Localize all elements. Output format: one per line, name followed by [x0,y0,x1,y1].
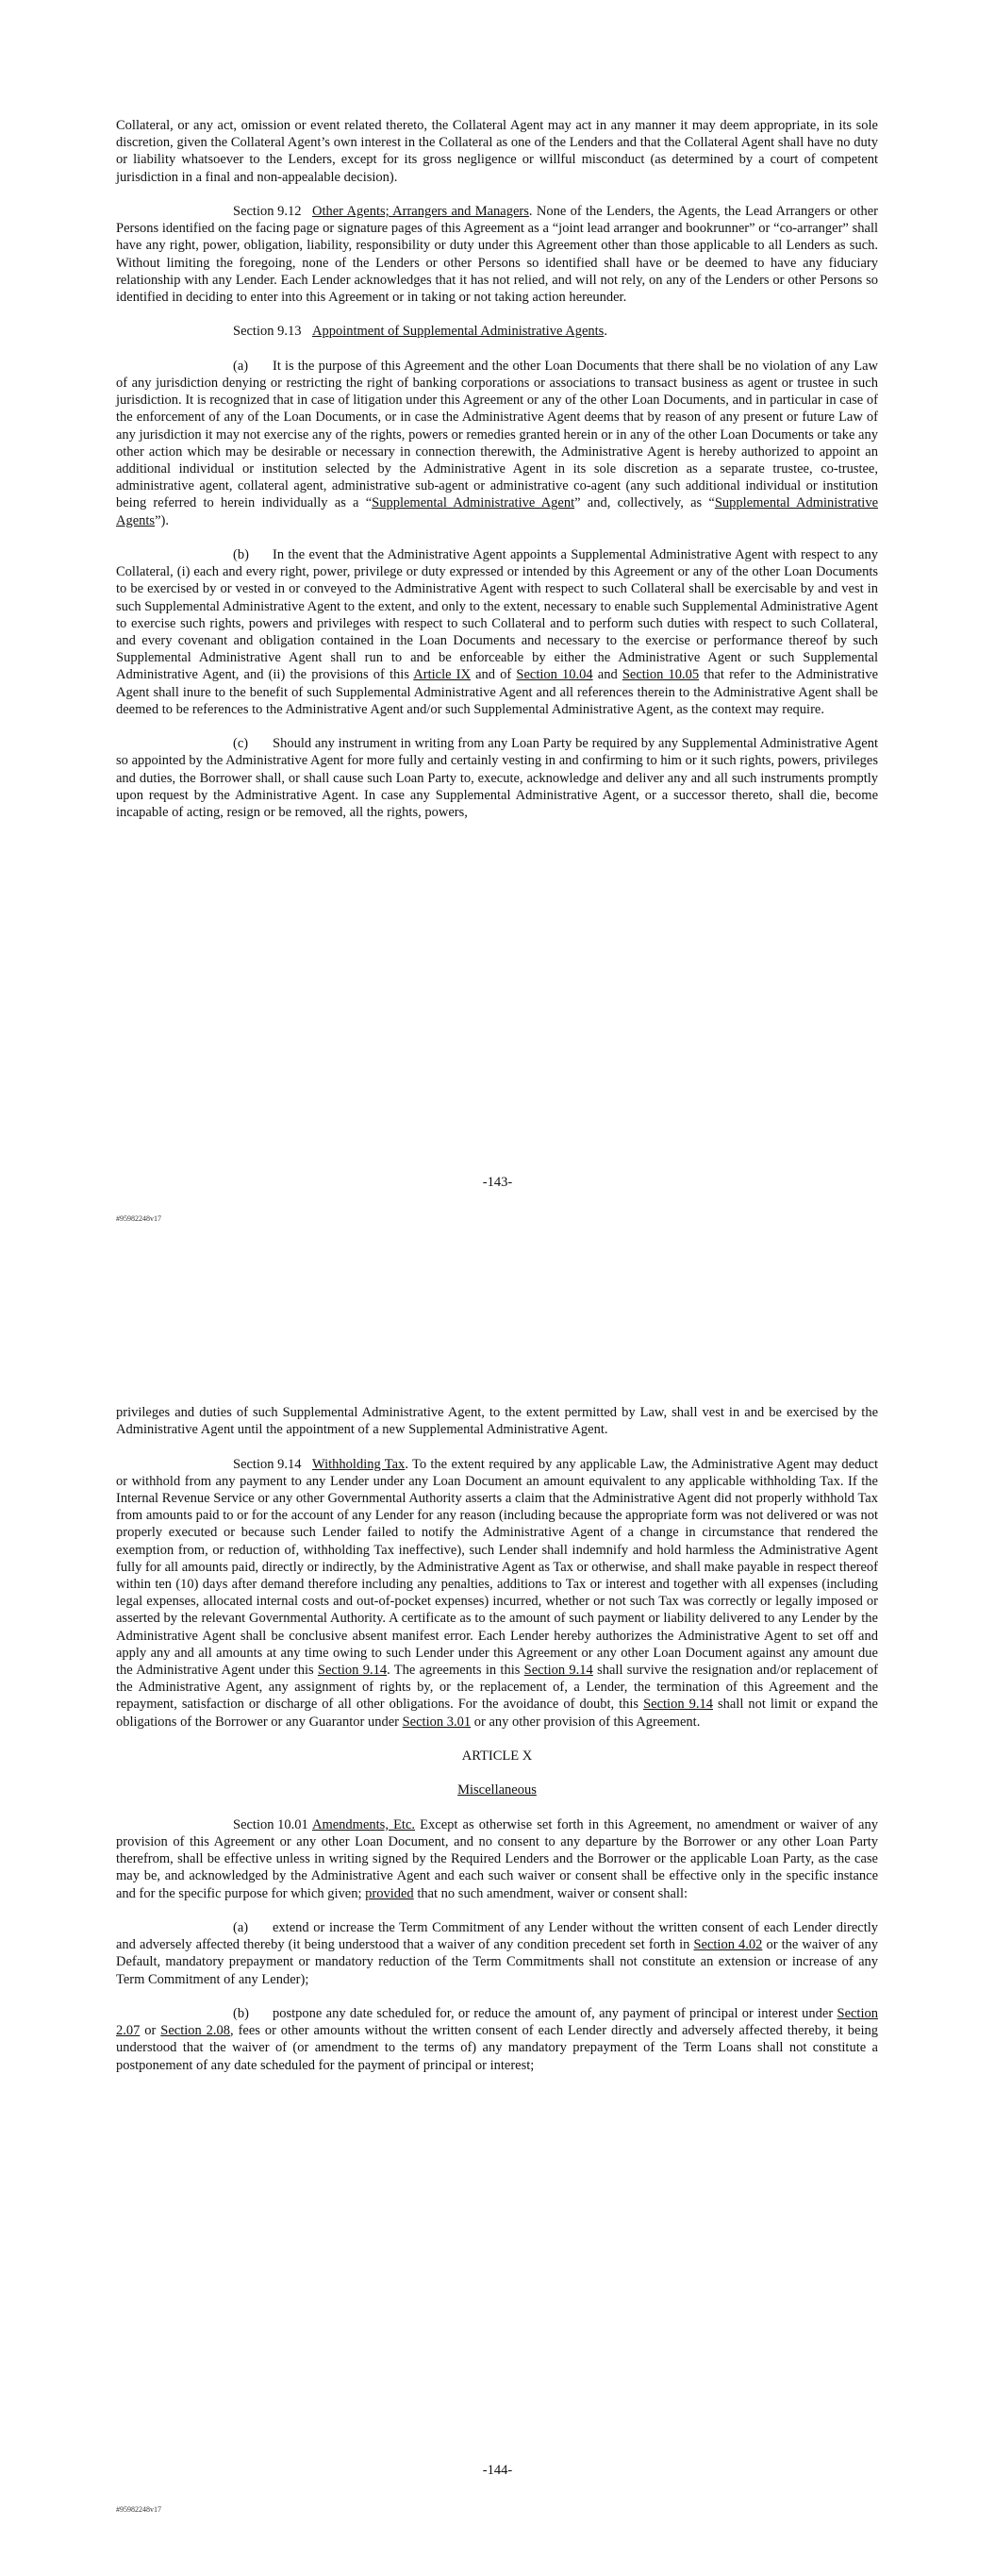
page-number: -143- [482,1175,513,1190]
paragraph-continuation: privileges and duties of such Supplemental Administrative Agent, to the extent permitted by Law, shall vest in and be exercised by the Administrative Agent until the appointment of a new Supplemental Administrative Agent. [116,1405,878,1438]
section-number: Section 9.14 [233,1456,302,1472]
section-number: Section 9.12 [233,204,302,219]
cross-reference: Section 2.07 [116,2006,878,2039]
section-10-01-paragraph: Section 10.01 Amendments, Etc. Except as otherwise set forth in this Agreement, no amendment or waiver of any provision of this Agreement or any other Loan Document, and no consent to any departure by the Borrower or any other Loan Party therefrom, shall be effective unless in writing signed by the Required Lenders and the Borrower or the applicable Loan Party, as the case may be, and acknowledged by the Administrative Agent and each such waiver or consent shall be effective only in the specific instance and for the specific purpose for which given; provided that no such amendment, waiver or consent shall: [116,1816,878,1901]
clause-a-paragraph: (a) extend or increase the Term Commitment of any Lender without the written consent of each Lender directly and adversely affected thereby (it being understood that a waiver of any condition precedent set forth in Section 4.02 or the waiver of any Default, mandatory prepayment or mandatory reduction of the Term Commitments shall not constitute an extension or increase of any Term Commitment of any Lender); [116,1920,878,1987]
cross-reference: Section 4.02 [693,1937,763,1953]
cross-reference: Section 10.05 [622,667,700,683]
clause-label: (b) [233,2006,249,2022]
cross-reference: Section 2.08 [160,2023,231,2039]
clause-b-paragraph: (b) postpone any date scheduled for, or reduce the amount of, any payment of principal or interest under Section 2.07 or Section 2.08, fees or other amounts without the written consent of each Lender directly and adversely affected thereby, it being understood that the waiver of (or amendment to the terms of) any mandatory prepayment of the Term Loans shall not constitute a postponement of any date scheduled for the payment of principal or interest; [116,2006,878,2073]
section-title: Withholding Tax [312,1456,406,1472]
section-9-14-paragraph: Section 9.14 Withholding Tax. To the extent required by any applicable Law, the Administrative Agent may deduct or withhold from any payment to any Lender under any Loan Document an amount equivalent to any applicable withholding Tax. If the Internal Revenue Service or any other Governmental Authority asserts a claim that the Administrative Agent did not properly withhold Tax from amounts paid to or for the account of any Lender for any reason (including because the appropriate form was not delivered or was not properly executed or because such Lender failed to notify the Administrative Agent of a change in circumstance that rendered the exemption from, or reduction of, withholding Tax ineffective), such Lender shall indemnify and hold harmless the Administrative Agent fully for all amounts paid, directly or indirectly, by the Administrative Agent as Tax or otherwise, and shall make payable in respect thereof within ten (10) days after demand therefore including any penalties, additions to Tax or interest and together with all expenses (including legal expenses, allocated internal costs and out-of-pocket expenses) incurred, whether or not such Tax was correctly or legally imposed or asserted by the relevant Governmental Authority. A certificate as to the amount of such payment or liability delivered to any Lender by the Administrative Agent shall be conclusive absent manifest error. Each Lender hereby authorizes the Administrative Agent to set off and apply any and all amounts at any time owing to such Lender under this Agreement or any other Loan Document against any amount due the Administrative Agent under this Section 9.14. The agreements in this Section 9.14 shall survive the resignation and/or replacement of the Administrative Agent, any assignment of rights by, or the replacement of, a Lender, the termination of this Agreement and the repayment, satisfaction or discharge of all other obligations. For the avoidance of doubt, this Section 9.14 shall not limit or expand the obligations of the Borrower or any Guarantor under Section 3.01 or any other provision of this Agreement. [116,1456,878,1730]
clause-label: (c) [233,736,249,752]
page-144-body [116,1404,878,2074]
page-144 [0,1288,995,2576]
clause-label: (a) [233,1920,249,1936]
section-title: Amendments, Etc. [312,1816,416,1832]
cross-reference: Article IX [413,667,471,683]
clause-b-paragraph: (b) In the event that the Administrative Agent appoints a Supplemental Administrative Agent with respect to any Collateral, (i) each and every right, power, privilege or duty expressed or intended by this Agreement or any of the other Loan Documents to be exercised by or vested in or conveyed to the Administrative Agent with respect to such Collateral shall be exercisable by and vest in such Supplemental Administrative Agent to the extent, and only to the extent, necessary to enable such Supplemental Administrative Agent to exercise such rights, powers and privileges with respect to such Collateral and to perform such duties with respect to such Collateral, and every covenant and obligation contained in the Loan Documents and necessary to the exercise or performance thereof by such Supplemental Administrative Agent shall run to and be enforceable by either the Administrative Agent or such Supplemental Administrative Agent, and (ii) the provisions of this Article IX and of Section 10.04 and Section 10.05 that refer to the Administrative Agent shall inure to the benefit of such Supplemental Administrative Agent and all references therein to the Administrative Agent shall be deemed to be references to the Administrative Agent and/or such Supplemental Administrative Agent, as the context may require. [116,547,879,717]
article-heading: ARTICLE X [461,1748,533,1765]
cross-reference: Section 9.14 [523,1663,593,1679]
section-9-12-paragraph: Section 9.12 Other Agents; Arrangers and Managers. None of the Lenders, the Agents, the Lead Arrangers or other Persons identified on the facing page or signature pages of this Agreement as a “joint lead arranger and bookrunner” or “co-arranger” shall have any right, power, obligation, liability, responsibility or duty under this Agreement other than those applicable to all Lenders as such. Without limiting the foregoing, none of the Lenders or other Persons so identified shall have or be deemed to have any fiduciary relationship with any Lender. Each Lender acknowledges that it has not relied, and will not rely, on any of the Lenders or other Persons so identified in deciding to enter into this Agreement or in taking or not taking action hereunder. [116,204,878,306]
clause-label: (b) [233,547,249,563]
document-id: #95982248v17 [116,2505,161,2514]
defined-term: Supplemental Administrative Agents [116,495,878,528]
clause-c-paragraph: (c) Should any instrument in writing from any Loan Party be required by any Supplemental Administrative Agent so appointed by the Administrative Agent for more fully and certainly vesting in and confirming to him or it such rights, powers, privileges and duties, the Borrower shall, or shall cause such Loan Party to, execute, acknowledge and deliver any and all such instruments promptly upon request by the Administrative Agent. In case any Supplemental Administrative Agent, or a successor thereto, shall die, become incapable of acting, resign or be removed, all the rights, powers, [116,736,878,821]
cross-reference: Section 10.04 [516,667,593,683]
paragraph-collateral-continuation: Collateral, or any act, omission or event related thereto, the Collateral Agent may act in any manner it may deem appropriate, in its sole discretion, given the Collateral Agent’s own interest in the Collateral as one of the Lenders and that the Collateral Agent shall have no duty or liability whatsoever to the Lenders, except for its gross negligence or willful misconduct (as determined by a court of competent jurisdiction in a final and non-appealable decision). [116,118,878,185]
cross-reference: Section 3.01 [402,1714,472,1730]
section-number: Section 10.01 [233,1816,308,1832]
section-title: Other Agents; Arrangers and Managers [312,204,529,219]
document-id: #95982248v17 [116,1214,161,1223]
page-number: -144- [482,2463,513,2478]
defined-term: Supplemental Administrative Agent [372,495,575,511]
proviso: provided [365,1885,414,1901]
clause-a-paragraph: (a) It is the purpose of this Agreement and the other Loan Documents that there shall be no violation of any Law of any jurisdiction denying or restricting the right of banking corporations or associations to transact business as agent or trustee in such jurisdiction. It is recognized that in case of litigation under this Agreement or any of the other Loan Documents, and in particular in case of the enforcement of any of the Loan Documents, or in case the Administrative Agent deems that by reason of any present or future Law of any jurisdiction it may not exercise any of the rights, powers or remedies granted herein or in any of the other Loan Documents or take any other action which may be desirable or necessary in connection therewith, the Administrative Agent is hereby authorized to appoint an additional individual or institution selected by the Administrative Agent in its sole discretion as a separate trustee, co-trustee, administrative agent, collateral agent, administrative sub-agent or administrative co-agent (any such additional individual or institution being referred to herein individually as a “Supplemental Administrative Agent” and, collectively, as “Supplemental Administrative Agents”). [116,358,878,528]
cross-reference: Section 9.14 [643,1697,713,1713]
cross-reference: Section 9.14 [317,1663,388,1679]
section-number: Section 9.13 [233,324,302,340]
clause-label: (a) [233,358,249,374]
page-143-body [116,117,878,821]
article-title: Miscellaneous [457,1782,537,1798]
section-9-13-heading: Section 9.13 Appointment of Supplemental Administrative Agents. [233,324,607,340]
section-title: Appointment of Supplemental Administrative Agents [312,324,605,340]
